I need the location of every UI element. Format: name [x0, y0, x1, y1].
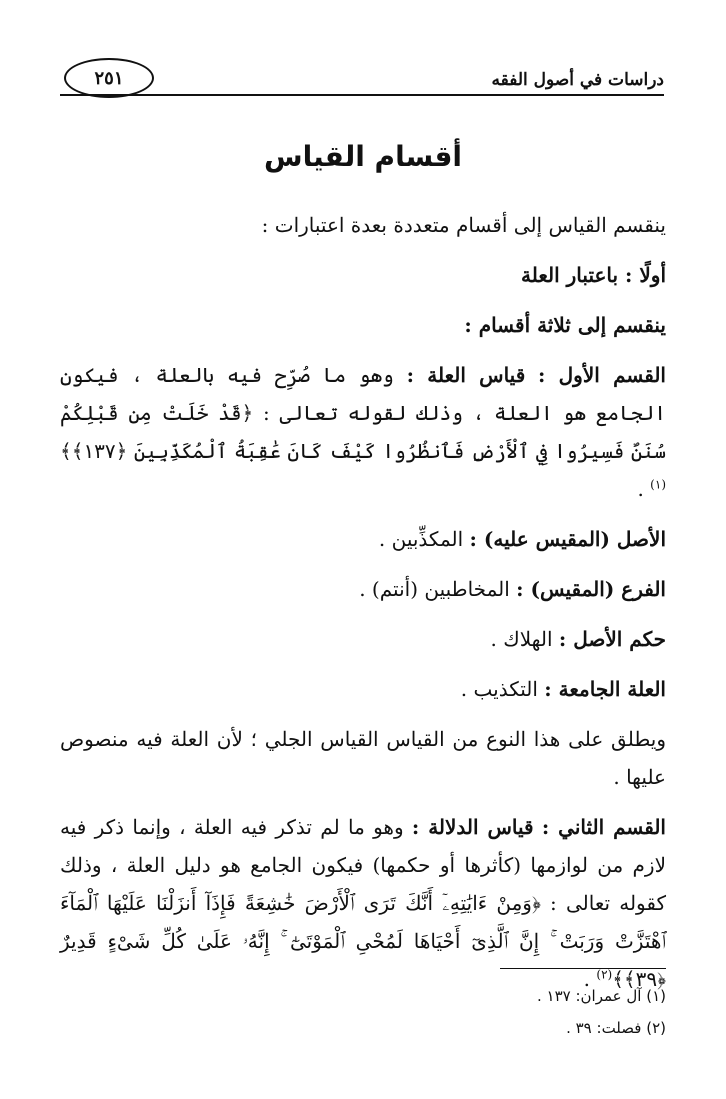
far-value: المخاطبين (أنتم) . [359, 577, 510, 601]
paragraph-qiyas-jali: ويطلق على هذا النوع من القياس القياس الجلي ؛ لأن العلة فيه منصوص عليها . [60, 727, 666, 789]
first-heading: أولًا : باعتبار العلة [521, 263, 666, 287]
far-label: الفرع (المقيس) : [516, 577, 666, 601]
p3-quran-verse: ﴿وَمِنْ ءَايَٰتِهِۦٓ أَنَّكَ تَرَى ٱلْأَرْضَ خَٰشِعَةً فَإِذَآ أَنزَلْنَا عَلَيْهَا ٱلْمَآءَ ٱهْتَزَّتْ وَرَبَتْ ۚ إِنَّ ٱلَّذِىٓ أَحْيَاهَا لَمُحْىِ ٱلْمَوْتَىٰٓ ۚ إِنَّهُۥ عَلَىٰ كُلِّ شَىْءٍ قَدِيرٌ ﴿٣٩﴾﴾ [60, 891, 666, 991]
p3-term: قياس الدلالة : [411, 815, 534, 839]
p1-term: قياس العلة : [406, 363, 526, 387]
footnotes [366, 980, 666, 1044]
page-header [60, 50, 664, 104]
header-divider [60, 94, 664, 96]
p3-label: القسم الثاني : [541, 815, 666, 839]
body-text [60, 206, 666, 1010]
asl-value: المكذِّبين . [378, 527, 464, 551]
footnote-divider [500, 968, 666, 969]
hukm-value: الهلاك . [490, 627, 553, 651]
p1-quran-verse: ﴿قَدْ خَلَتْ مِن قَبْلِكُمْ سُنَنٌ فَسِيرُوا فِي ٱلْأَرْضِ فَٱنظُرُوا كَيْفَ كَانَ عَٰقِبَةُ ٱلْمُكَذِّبِينَ ﴿١٣٧﴾﴾ [60, 401, 666, 463]
p1-footnote-ref: (١) [650, 477, 666, 492]
hukm-line [60, 620, 666, 658]
paragraph-qiyas-illa: القسم الأول : قياس العلة : وهو ما صُرِّح فيه بالعلة ، فيكون الجامع هو العلة ، وذلك لقوله تعالى : ﴿قَدْ خَلَتْ مِن قَبْلِكُمْ سُنَنٌ فَسِيرُوا فِي ٱلْأَرْضِ فَٱنظُرُوا كَيْفَ كَانَ عَٰقِبَةُ ٱلْمُكَذِّبِينَ ﴿١٣٧﴾﴾$^{(١)}$ . [60, 363, 666, 501]
p1-text: وهو ما صُرِّح فيه بالعلة ، فيكون الجامع هو العلة ، وذلك لقوله تعالى : [60, 363, 666, 425]
footnote-2: (٢) فصلت: ٣٩ . [566, 1019, 666, 1037]
p1-label: القسم الأول : [537, 363, 666, 387]
hukm-label: حكم الأصل : [558, 627, 666, 651]
p3-text: وهو ما لم تذكر فيه العلة ، وإنما ذكر فيه لازم من لوازمها (كأثرها أو حكمها) فيكون الجامع هو دليل العلة ، وذلك كقوله تعالى : [60, 815, 667, 915]
first-subheading: ينقسم إلى ثلاثة أقسام : [464, 313, 666, 337]
paragraph-qiyas-dalala: القسم الثاني : قياس الدلالة : وهو ما لم تذكر فيه العلة ، وإنما ذكر فيه لازم من لوازمها (كأثرها أو حكمها) فيكون الجامع هو دليل العلة ، وذلك كقوله تعالى : ﴿وَمِنْ ءَايَٰتِهِۦٓ أَنَّكَ تَرَى ٱلْأَرْضَ خَٰشِعَةً فَإِذَآ أَنزَلْنَا عَلَيْهَا ٱلْمَآءَ ٱهْتَزَّتْ وَرَبَتْ ۚ إِنَّ ٱلَّذِىٓ أَحْيَاهَا لَمُحْىِ ٱلْمَوْتَىٰٓ ۚ إِنَّهُۥ عَلَىٰ كُلِّ شَىْءٍ قَدِيرٌ ﴿٣٩﴾﴾$^{(٢)}$ . [60, 815, 667, 991]
far-line [60, 570, 666, 608]
intro-paragraph: ينقسم القياس إلى أقسام متعددة بعدة اعتبارات : [261, 213, 666, 237]
asl-line [60, 520, 666, 558]
illa-value: التكذيب . [460, 677, 538, 701]
book-title: دراسات في أصول الفقه [491, 70, 664, 90]
section-title: أقسام القياس [263, 140, 463, 173]
page-number: ٢٥١ [64, 58, 154, 98]
illa-label: العلة الجامعة : [544, 677, 666, 701]
footnote-1: (١) آل عمران: ١٣٧ . [537, 987, 666, 1005]
illa-line [60, 670, 666, 708]
p3-footnote-ref: (٢) [596, 967, 613, 982]
asl-label: الأصل (المقيس عليه) : [469, 527, 666, 551]
